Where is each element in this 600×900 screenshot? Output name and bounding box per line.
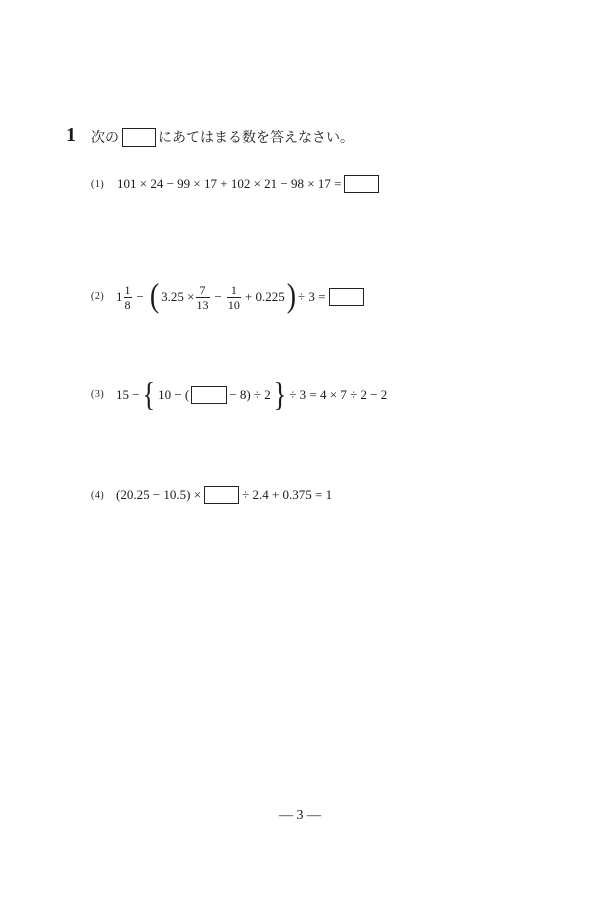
fraction-numerator: 7 [199, 282, 206, 297]
problem-1-expression [117, 175, 379, 193]
problem-2-tail: ÷ 3 = [298, 289, 326, 304]
problem-2-part-a: 3.25 × [161, 289, 195, 304]
problem-2-mixed-fraction [124, 283, 132, 312]
fraction-denominator: 8 [124, 297, 131, 312]
problem-2-whole: 1 [116, 289, 123, 304]
problem-1-text: 101 × 24 − 99 × 17 + 102 × 21 − 98 × 17 = [117, 176, 342, 191]
problem-3-answer-box[interactable] [191, 386, 227, 404]
problem-4-tail: ÷ 2.4 + 0.375 = 1 [242, 487, 333, 502]
problem-2-minus: − [136, 289, 144, 304]
left-paren: ( [149, 277, 160, 315]
problem-4-lead: (20.25 − 10.5) × [116, 487, 202, 502]
fraction-denominator: 13 [196, 297, 209, 312]
fraction-denominator: 10 [227, 297, 240, 312]
page-number: — 3 — [279, 808, 321, 823]
problem-2-fraction-1-10 [227, 283, 241, 312]
problem-1-answer-box[interactable] [344, 175, 379, 193]
problem-3-inner-b: − 8) ÷ 2 [229, 387, 271, 402]
problem-2-part-c: + 0.225 [244, 289, 285, 304]
problem-3-lead: 15 − [116, 387, 140, 402]
instruction-text-before: 次の [91, 131, 119, 146]
problem-4-answer-box[interactable] [204, 486, 239, 504]
fraction-numerator: 1 [230, 282, 237, 297]
problem-2-expression [116, 279, 364, 315]
fraction-numerator: 1 [124, 282, 131, 297]
problem-2-answer-box[interactable] [329, 288, 364, 306]
problem-3-inner-a: 10 − ( [158, 387, 190, 402]
problem-3-expression [116, 375, 388, 414]
answer-box-example [122, 128, 156, 147]
question-instruction [91, 127, 354, 147]
left-brace: { [142, 375, 156, 414]
problem-2-part-b: − [214, 289, 222, 304]
problem-4-label: (4) [91, 490, 105, 501]
right-paren: ) [286, 277, 297, 315]
problem-2-fraction-7-13 [196, 283, 210, 312]
problem-2-label: (2) [91, 291, 105, 302]
problem-1-label: (1) [91, 179, 105, 190]
instruction-text-after: にあてはまる数を答えなさい。 [158, 131, 354, 146]
question-number: 1 [66, 124, 76, 146]
problem-3-label: (3) [91, 389, 105, 400]
problem-3-tail: ÷ 3 = 4 × 7 ÷ 2 − 2 [289, 387, 388, 402]
right-brace: } [273, 375, 287, 414]
problem-4-expression [116, 486, 332, 504]
